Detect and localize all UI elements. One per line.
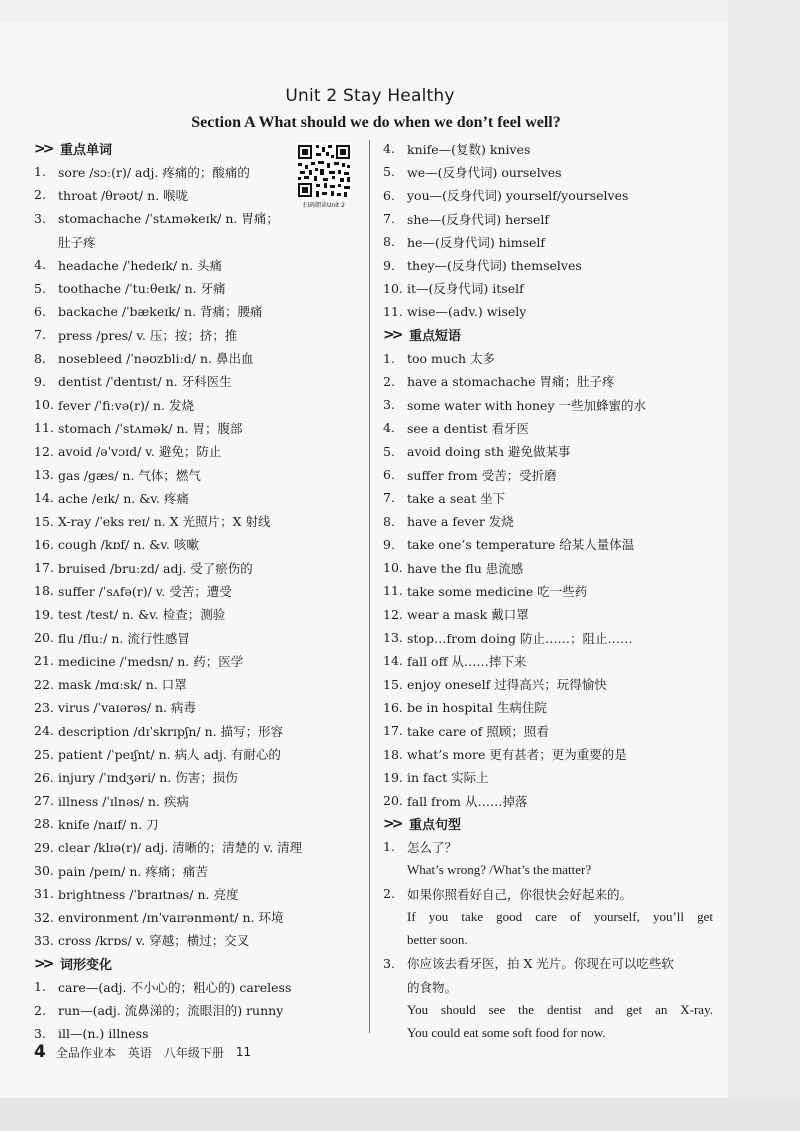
qr-caption: 扫码朗读Unit 2 [303, 202, 345, 209]
item-number: 7. [383, 490, 395, 506]
item-number: 24. [34, 723, 54, 739]
word-entry [34, 440, 350, 463]
item-number: 17. [383, 723, 403, 739]
word-form-entry [383, 300, 713, 323]
chevron-right-icon: >> [34, 955, 52, 972]
sentence-chinese: 怎么了？ [407, 839, 458, 855]
phrase-entry [383, 346, 713, 369]
item-number: 2. [34, 1002, 46, 1018]
heading-label: 重点单词 [60, 143, 113, 158]
word-form-entry [34, 975, 350, 998]
item-number: 18. [34, 583, 54, 599]
item-text: have a fever 发烧 [407, 514, 514, 530]
phrase-entry [383, 533, 713, 556]
item-text: we—(反身代词) ourselves [407, 164, 562, 180]
phrase-entry [383, 789, 713, 812]
word-entry [34, 486, 350, 509]
item-number: 13. [34, 467, 54, 482]
subject-name: 英语 [127, 1045, 152, 1060]
item-text: fever /ˈfiːvə(r)/ n. 发烧 [58, 397, 194, 413]
item-text: suffer from 受苦；受折磨 [407, 467, 557, 483]
grade-name: 八年级下册 [163, 1045, 224, 1060]
scan-edge-bottom [0, 1098, 800, 1131]
word-form-entry [383, 137, 713, 160]
heading-label: 重点句型 [409, 818, 462, 834]
word-list [34, 160, 350, 952]
item-number: 15. [34, 513, 54, 529]
item-number: 25. [34, 746, 54, 762]
word-form-entry [383, 253, 713, 276]
word-entry-continuation: 肚子疼 [58, 234, 96, 250]
item-text: flu /fluː/ n. 流行性感冒 [58, 630, 190, 646]
item-text: medicine /ˈmedsn/ n. 药；医学 [58, 653, 244, 669]
item-number: 30. [34, 863, 54, 879]
item-text: have the flu 患流感 [407, 560, 524, 576]
item-number: 8. [383, 234, 395, 250]
word-entry [34, 160, 350, 183]
item-number: 32. [34, 909, 54, 925]
phrase-entry [383, 742, 713, 765]
item-text: care—(adj. 不小心的；粗心的) careless [58, 979, 292, 995]
item-text: bruised /bruːzd/ adj. 受了瘀伤的 [58, 560, 253, 576]
item-number: 14. [383, 653, 403, 669]
chevron-right-icon: >> [34, 140, 52, 157]
item-text: it—(反身代词) itself [407, 281, 524, 297]
item-text: suffer /ˈsʌfə(r)/ v. 受苦；遭受 [58, 583, 232, 599]
chevron-right-icon: >> [383, 815, 401, 832]
word-entry [34, 276, 350, 299]
right-column [383, 137, 713, 1045]
phrase-entry [383, 370, 713, 393]
item-text: run—(adj. 流鼻涕的；流眼泪的) runny [58, 1003, 284, 1019]
item-text: take a seat 坐下 [407, 490, 506, 506]
word-entry [34, 533, 350, 556]
sentence-english: You should see the dentist and get an X-ray. [407, 1002, 713, 1018]
item-text: press /pres/ v. 压；按；挤；推 [58, 327, 238, 343]
word-entry [34, 836, 350, 859]
item-number: 3. [383, 955, 395, 971]
item-text: see a dentist 看牙医 [407, 420, 529, 436]
heading-key-words [34, 137, 350, 160]
item-text: nosebleed /ˈnəʊzbliːd/ n. 鼻出血 [58, 351, 254, 367]
item-text: dentist /ˈdentɪst/ n. 牙科医生 [58, 374, 232, 390]
heading-word-forms [34, 952, 350, 975]
item-text: take some medicine 吃一些药 [407, 583, 588, 599]
word-form-entry [383, 184, 713, 207]
item-number: 4. [34, 257, 46, 273]
word-form-entry [34, 998, 350, 1021]
word-entry [34, 509, 350, 532]
word-entry [34, 346, 350, 369]
word-form-entry [383, 277, 713, 300]
item-number: 7. [34, 327, 46, 343]
item-number: 16. [34, 536, 54, 552]
item-text: ill—(n.) illness [58, 1025, 149, 1041]
word-entry [34, 393, 350, 416]
column-divider [369, 140, 370, 1033]
item-text: knife /naɪf/ n. 刀 [58, 816, 159, 832]
phrase-entry [383, 556, 713, 579]
book-name: 全品作业本 [55, 1045, 116, 1060]
item-text: avoid /əˈvɔɪd/ v. 避免；防止 [58, 444, 222, 460]
scan-edge-top [0, 0, 728, 22]
book-code: 11 [235, 1045, 252, 1059]
phrase-entry [383, 696, 713, 719]
item-text: enjoy oneself 过得高兴；玩得愉快 [407, 677, 607, 693]
item-text: injury /ˈɪndʒəri/ n. 伤害；损伤 [58, 770, 238, 786]
item-number: 19. [34, 606, 54, 622]
sentence-entry [383, 882, 713, 952]
word-form-entry [383, 207, 713, 230]
word-entry [34, 742, 350, 765]
word-entry [34, 253, 350, 276]
item-text: what’s more 更有甚者；更为重要的是 [407, 747, 627, 763]
item-text: cross /krɒs/ v. 穿越；横过；交叉 [58, 933, 250, 949]
word-entry [34, 370, 350, 393]
item-number: 33. [34, 932, 54, 948]
section-title: Section A What should we do when we don’t feel well? [191, 114, 561, 131]
item-text: throat /θrəʊt/ n. 喉咙 [58, 187, 189, 203]
item-number: 11. [34, 420, 54, 436]
phrase-list [383, 346, 713, 812]
word-entry [34, 929, 350, 952]
sentence-english: better soon. [407, 932, 468, 948]
word-entry [34, 183, 350, 206]
word-form-entry [383, 160, 713, 183]
item-number: 4. [383, 141, 395, 157]
phrase-entry [383, 766, 713, 789]
item-text: mask /mɑːsk/ n. 口罩 [58, 677, 187, 693]
item-number: 19. [383, 769, 403, 785]
item-number: 21. [34, 653, 54, 669]
word-entry [34, 300, 350, 323]
sentence-english: What’s wrong? /What’s the matter? [407, 862, 592, 878]
item-text: ache /eɪk/ n. &v. 疼痛 [58, 490, 189, 506]
item-text: virus /ˈvaɪərəs/ n. 病毒 [58, 700, 197, 716]
item-text: be in hospital 生病住院 [407, 700, 547, 716]
item-text: environment /ɪnˈvaɪrənmənt/ n. 环境 [58, 910, 284, 926]
item-text: knife—(复数) knives [407, 141, 531, 157]
word-form-entry [383, 230, 713, 253]
item-text: wear a mask 戴口罩 [407, 607, 529, 623]
item-number: 6. [383, 187, 395, 203]
word-entry [34, 649, 350, 672]
unit-title: Unit 2 Stay Healthy [285, 86, 455, 106]
item-text: backache /ˈbækeɪk/ n. 背痛；腰痛 [58, 304, 263, 320]
item-text: clear /klɪə(r)/ adj. 清晰的；清楚的 v. 清理 [58, 840, 303, 856]
item-text: stomach /ˈstʌmək/ n. 胃；腹部 [58, 420, 243, 436]
sentence-chinese: 你应该去看牙医，拍 X 光片。你现在可以吃些软 [407, 956, 674, 972]
phrase-entry [383, 509, 713, 532]
item-text: have a stomachache 胃痛；肚子疼 [407, 374, 615, 390]
item-number: 16. [383, 699, 403, 715]
word-entry [34, 812, 350, 835]
item-number: 5. [34, 280, 46, 296]
item-text: some water with honey 一些加蜂蜜的水 [407, 397, 646, 413]
item-text: they—(反身代词) themselves [407, 258, 582, 274]
phrase-entry [383, 486, 713, 509]
item-number: 22. [34, 676, 54, 692]
heading-label: 词形变化 [60, 958, 113, 974]
item-number: 7. [383, 211, 395, 227]
item-number: 2. [34, 187, 46, 203]
word-entry [34, 673, 350, 696]
sentence-chinese: 如果你照看好自己，你很快会好起来的。 [407, 886, 633, 902]
phrase-entry [383, 440, 713, 463]
word-entry [34, 882, 350, 905]
heading-key-phrases [383, 323, 713, 346]
item-number: 1. [383, 350, 395, 366]
item-number: 1. [383, 839, 395, 855]
item-number: 20. [383, 793, 403, 809]
word-entry [34, 906, 350, 929]
word-entry [34, 603, 350, 626]
item-text: description /dɪˈskrɪpʃn/ n. 描写；形容 [58, 723, 284, 739]
item-number: 20. [34, 630, 54, 646]
item-number: 28. [34, 816, 54, 832]
word-entry [34, 859, 350, 882]
item-number: 5. [383, 443, 395, 459]
item-text: toothache /ˈtuːθeɪk/ n. 牙痛 [58, 281, 226, 297]
item-number: 15. [383, 676, 403, 692]
item-number: 4. [383, 420, 395, 436]
sentence-english: If you take good care of yourself, you’ll get [407, 909, 713, 925]
phrase-entry [383, 463, 713, 486]
phrase-entry [383, 626, 713, 649]
item-number: 8. [34, 350, 46, 366]
page-footer [34, 1042, 263, 1062]
item-text: sore /sɔː(r)/ adj. 疼痛的；酸痛的 [58, 164, 250, 180]
word-entry [34, 789, 350, 812]
left-column [34, 137, 350, 1045]
item-number: 10. [383, 560, 403, 576]
item-number: 2. [383, 885, 395, 901]
item-text: brightness /ˈbraɪtnəs/ n. 亮度 [58, 886, 239, 902]
item-number: 1. [34, 164, 46, 180]
sentence-chinese: 的食物。 [407, 979, 458, 995]
word-forms-list-right [383, 137, 713, 323]
item-text: he—(反身代词) himself [407, 234, 546, 250]
item-text: fall off 从……摔下来 [407, 653, 527, 669]
item-text: she—(反身代词) herself [407, 211, 549, 227]
item-number: 27. [34, 793, 54, 809]
item-number: 12. [383, 606, 403, 622]
item-text: pain /peɪn/ n. 疼痛；痛苦 [58, 863, 208, 879]
item-text: you—(反身代词) yourself/yourselves [407, 188, 629, 204]
item-number: 1. [34, 979, 46, 995]
item-number: 13. [383, 630, 403, 646]
item-text: stomachache /ˈstʌməkeɪk/ n. 胃痛； [58, 211, 279, 227]
sentence-entry [383, 952, 713, 1045]
word-entry [34, 207, 350, 230]
item-text: test /test/ n. &v. 检查；测验 [58, 607, 226, 623]
item-number: 9. [383, 257, 395, 273]
item-number: 10. [383, 280, 403, 296]
word-entry [34, 719, 350, 742]
phrase-entry [383, 673, 713, 696]
item-text: patient /ˈpeɪʃnt/ n. 病人 adj. 有耐心的 [58, 747, 281, 763]
item-text: take care of 照顾；照看 [407, 723, 549, 739]
word-entry [34, 463, 350, 486]
sentence-english: You could eat some soft food for now. [407, 1025, 606, 1041]
item-text: X-ray /ˈeks reɪ/ n. X 光照片；X 射线 [58, 514, 271, 530]
item-number: 8. [383, 513, 395, 529]
item-number: 3. [383, 397, 395, 413]
item-number: 14. [34, 490, 54, 506]
chevron-right-icon: >> [383, 326, 401, 343]
item-number: 3. [34, 1025, 46, 1041]
item-number: 26. [34, 769, 54, 785]
item-number: 10. [34, 397, 54, 413]
item-number: 9. [34, 373, 46, 389]
item-number: 31. [34, 886, 54, 902]
item-text: take one’s temperature 给某人量体温 [407, 537, 635, 553]
item-number: 2. [383, 373, 395, 389]
item-number: 11. [383, 583, 403, 599]
item-text: headache /ˈhedeɪk/ n. 头痛 [58, 257, 223, 273]
phrase-entry [383, 649, 713, 672]
item-number: 5. [383, 164, 395, 180]
sentence-list [383, 835, 713, 1045]
item-text: avoid doing sth 避免做某事 [407, 444, 571, 460]
heading-label: 重点短语 [409, 329, 462, 345]
item-text: illness /ˈɪlnəs/ n. 疾病 [58, 793, 189, 809]
item-number: 6. [383, 467, 395, 482]
word-entry [34, 556, 350, 579]
phrase-entry [383, 393, 713, 416]
phrase-entry [383, 603, 713, 626]
item-number: 11. [383, 304, 403, 320]
item-number: 18. [383, 746, 403, 762]
word-entry [34, 626, 350, 649]
sentence-entry [383, 835, 713, 882]
item-number: 29. [34, 839, 54, 855]
word-entry [34, 416, 350, 439]
word-forms-list-left [34, 975, 350, 1045]
heading-key-sentences [383, 812, 713, 835]
word-entry [34, 766, 350, 789]
item-text: stop…from doing 防止……；阻止…… [407, 630, 633, 646]
page-number: 4 [34, 1042, 46, 1062]
phrase-entry [383, 579, 713, 602]
phrase-entry [383, 416, 713, 439]
word-entry [34, 579, 350, 602]
item-number: 3. [34, 210, 46, 226]
item-text: wise—(adv.) wisely [407, 304, 527, 320]
item-text: cough /kɒf/ n. &v. 咳嗽 [58, 537, 199, 553]
item-number: 6. [34, 303, 46, 319]
item-number: 12. [34, 443, 54, 459]
item-text: in fact 实际上 [407, 770, 489, 786]
item-text: gas /gæs/ n. 气体；燃气 [58, 467, 201, 483]
item-text: too much 太多 [407, 351, 495, 367]
word-entry [34, 696, 350, 719]
item-text: fall from 从……掉落 [407, 793, 528, 809]
word-entry [34, 323, 350, 346]
item-number: 9. [383, 536, 395, 552]
item-number: 17. [34, 560, 54, 576]
item-number: 23. [34, 699, 54, 715]
phrase-entry [383, 719, 713, 742]
